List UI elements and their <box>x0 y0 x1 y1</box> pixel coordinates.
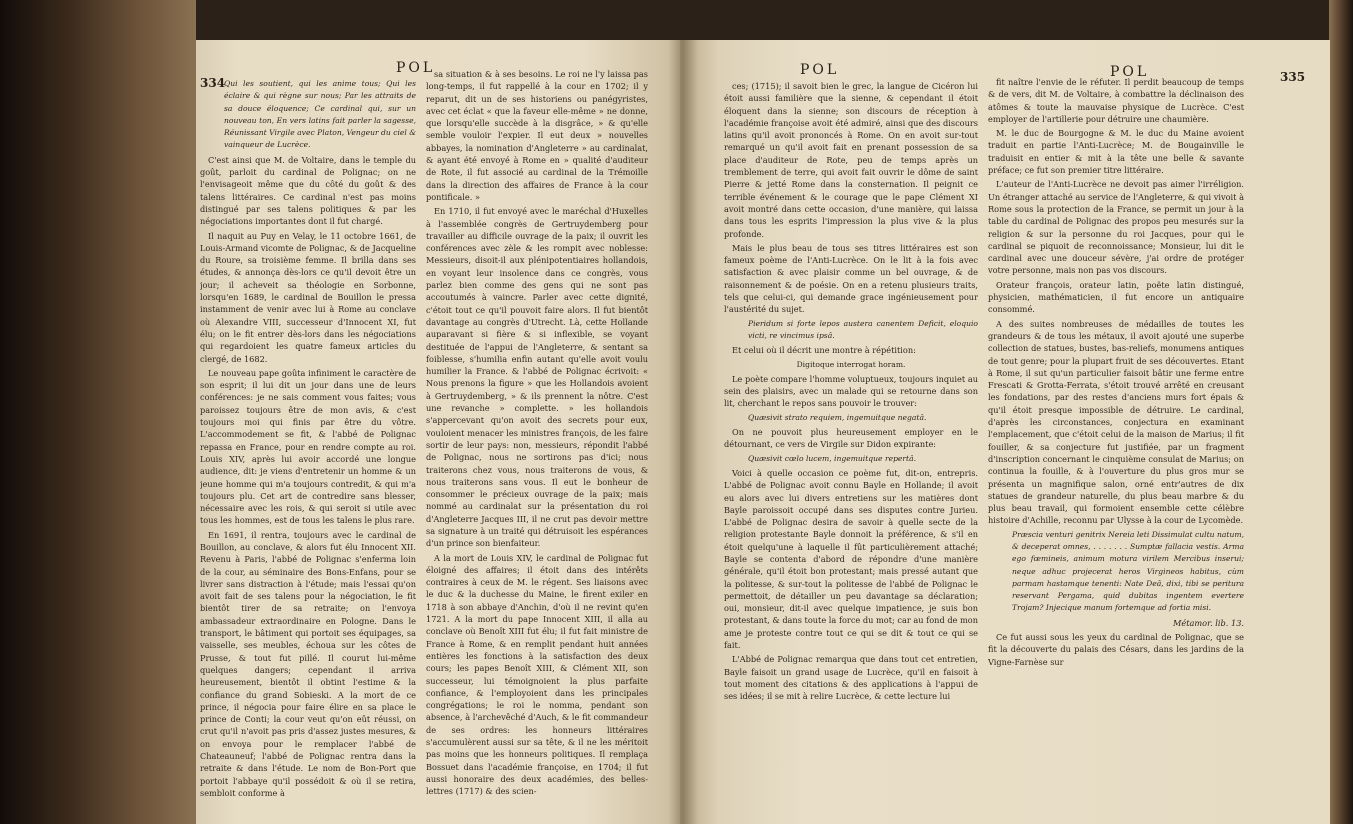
paragraph: sa situation & à ses besoins. Le roi ne l'y laissa pas long-temps, il fut rappellé à la cour en 1702; il y reparut, dit un de ses historiens ou panégyristes, avec cet éclat « que la faveur elle-même » ne donne, que lorsqu'elle succède à la disgrâce, » & qu'elle semble vouloir l'expier. Il eut deux » nouvelles abbayes, la nomination d'Angleterre » au cardinalat, & ayant été envoyé à Rome en » qualité d'auditeur de Rote, il fut associé au cardinal de la Trémoille dans la direction des affaires de France à la cour pontificale. » <box>426 69 648 202</box>
paragraph: C'est ainsi que M. de Voltaire, dans le temple du goût, parloit du cardinal de Polignac; on ne l'envisageoit même que du côté du goût & des talens littéraires. Ce cardinal n'est pas moins distingué par ses talens politiques & par les négociations importantes dont il fut chargé. <box>200 154 416 227</box>
paragraph: Il naquit au Puy en Velay, le 11 octobre 1661, de Louis-Armand vicomte de Polignac, & de Jacqueline du Roure, sa troisième femme. Il brilla dans ses études, & annonça dès-lors ce qu'il devoit être un jour; il acheveit sa théologie en Sorbonne, lorsqu'en 1689, le cardinal de Bouillon le pressa instamment de venir avec lui à Rome au conclave où Alexandre VIII, successeur d'Innocent XI, fut élu; on le fit entrer dès-lors dans les négociations qui regardoient les quatre fameux articles du clergé, de 1682. <box>200 230 416 364</box>
left-running-head: POL <box>396 60 436 76</box>
paragraph: ces; (1715); il savoit bien le grec, la langue de Cicéron lui étoit aussi familière que la sienne, & cependant il étoit éloquent dans la sienne; son discours de réception à l'académie françoise avoit été admiré, ainsi que des discours latins qu'il avoit prononcés à Rome. On en avoit sur-tout remarqué un qu'il avoit fait en prenant possession de sa place d'auditeur de Rote, peu de temps après un tremblement de terre, qui avoit fait ouvrir le dôme de saint Pierre & jetté Rome dans la consternation. Il peignit ce terrible événement & le courage que le pape Clément XI avoit montré dans cette occasion, d'une manière, qui laissa dans tous les esprits l'impression la plus vive & la plus profonde. <box>724 81 978 239</box>
right-page-number: 335 <box>1280 70 1306 84</box>
right-page-edges <box>1329 0 1353 824</box>
verse-quote: Qui les soutient, qui les anime tous; Qui les éclaire & qui règne sur nous; Par les attraits de sa douce éloquence; Ce cardinal qui, sur un nouveau ton, En vers latins fait parler la sagesse, Réunissant Virgile avec Platon, Vengeur du ciel & vainqueur de Lucrèce. <box>224 79 416 150</box>
verse-quote: Quæsivit cœlo lucem, ingemuitque repertâ. <box>748 453 917 463</box>
paragraph: Et celui où il décrit une montre à répétition: <box>732 345 916 356</box>
left-page-edges <box>0 0 196 824</box>
paragraph: Orateur françois, orateur latin, poëte latin distingué, physicien, mathématicien, il fut encore un antiquaire consommé. <box>988 279 1244 315</box>
verse-quote: Quæsivit strato requiem, ingemuitque negatâ. <box>748 412 927 422</box>
paragraph: Métamor. lib. 13. <box>1172 617 1244 628</box>
paragraph: En 1710, il fut envoyé avec le maréchal d'Huxelles à l'assemblée congrès de Gertruydemberg pour travailler au difficile ouvrage de la paix; il ouvrit les conférences avec zèle & les rompit avec noblesse: Messieurs, disoit-il aux plénipotentiaires hollandois, en voyant leur insolence dans ce congrès, vous parlez bien comme des gens qui ne sont pas accoutumés à vaincre. Parler avec cette dignité, c'étoit tout ce qu'il pouvoit faire alors. Il fut bientôt davantage au congrès d'Utrecht. Là, cette Hollande auparavant si fière & si inflexible, se voyant destituée de l'appui de l'Angleterre, & sentant sa foiblesse, s'humilia enfin autant qu'elle avoit voulu humilier la France. & l'abbé de Polignac écrivoit: « Nous prenons la figure » que les Hollandois avoient à Gertruydemberg, » & ils prennent la nôtre. C'est une revanche » complette. » les hollandois s'appercevant qu'on avoit des secrets pour eux, vouloient menacer les ministres françois, de les faire sortir de leur pays: non, messieurs, répondit l'abbé de Polignac, nous ne sortirons pas d'ici; nous traiterons chez vous, nous traiterons de vous, & nous traiterons sans vous. Il eut le bonheur de consommer le précieux ouvrage de la paix; mais nommé au cardinalat sur la présentation du roi d'Angleterre Jacques III, il ne crut pas devoir mettre sa signature à un traité qui détruisoit les espérances d'un prince son bienfaiteur. <box>426 206 648 549</box>
paragraph: Le nouveau pape goûta infiniment le caractère de son esprit; il lui dit un jour dans une de leurs conférences: je ne sais comment vous faites; vous paroissez toujours être de mon avis, & c'est toujours moi qui finis par être du vôtre. L'accommodement se fit, & l'abbé de Polignac repassa en France, pour en rendre compte au roi. Louis XIV, après lui avoir accordé une longue audience, dit: je viens d'entretenir un homme & un jeune homme qui m'a toujours contredit, & qui m'a toujours plu. Cet art de contredire sans blesser, nécessaire avec les rois, & qui seroit si utile avec tous les hommes, est de tous les talens le plus rare. <box>200 367 416 526</box>
paragraph: fit naître l'envie de le réfuter. Il perdit beaucoup de temps & de vers, dit M. de Voltaire, à combattre la déclinaison des atômes & toute la mauvaise physique de Lucrèce. C'est employer de l'artillerie pour détruire une chaumière. <box>988 77 1244 124</box>
paragraph: Digitoque interrogat horam. <box>796 359 906 369</box>
verse-quote: Præscia venturi genitrix Nereia leti Dissimulat cultu natum, & deceperat omnes, . . . . . . . Sumptæ fallacia vestis. Arma ego fœmineis, animum motura virilem Mercibus inserui; neque adhuc projecerat heros Virgineos habitus, cùm parmam hastamque tenenti: Nate Deâ, dixi, tibi se peritura reservant Pergama, quid dubitas ingentem evertere Trojam? Injecique manum fortemque ad fortia misi. <box>1012 529 1244 613</box>
paragraph: Voici à quelle occasion ce poème fut, dit-on, entrepris. L'abbé de Polignac avoit connu Bayle en Hollande; il avoit eu alors avec lui divers entretiens sur les matières dont Bayle paroissoit occupé dans ses disputes contre Jurieu. L'abbé de Polignac desira de savoir à quelle secte de la religion protestante Bayle donnoit la préférence, & s'il en étoit quelqu'une à laquelle il fût particulièrement attaché; Bayle se contenta d'abord de répondre d'une manière générale, qu'il étoit bon protestant; mais pressé autant que la politesse, & sur-tout la politesse de l'abbé de Polignac le permettoit, de détailler un peu davantage sa déclaration; oui, monsieur, dit-il avec quelque impatience, je suis bon protestant, & dans toute la force du mot; car au fond de mon ame je proteste contre tout ce qui se dit & tout ce qui se fait. <box>724 467 978 651</box>
right-column-1 <box>724 80 978 820</box>
paragraph: Ce fut aussi sous les yeux du cardinal de Polignac, que se fit la découverte du palais des Césars, dans les jardins de la Vigne-Farnèse sur <box>988 632 1244 667</box>
left-page-number: 334 <box>200 76 226 90</box>
left-page <box>196 40 680 824</box>
paragraph: L'auteur de l'Anti-Lucrèce ne devoit pas aimer l'irréligion. Un étranger attaché au service de l'Angleterre, & qui vivoit à Rome sous la protection de la France, se permit un jour à la table du cardinal de Polignac des propos peu mesurés sur la religion & sur la personne du roi Jacques, pour qui le cardinal se piquoit de reconnoissance; Monsieur, lui dit le cardinal avec une douceur sévère, j'ai ordre de protéger votre personne, mais non pas vos discours. <box>988 179 1244 276</box>
paragraph: En 1691, il rentra, toujours avec le cardinal de Bouillon, au conclave, & alors fut élu Innocent XII. Revenu à Paris, l'abbé de Polignac s'enferma loin de la cour, au séminaire des Bons-Enfans, pour se livrer sans distraction à l'étude; mais l'essai qu'on avoit fait de ses talens pour la négociation, le fit bientôt tirer de sa retraite; on l'envoya ambassadeur extraordinaire en Pologne. Dans le transport, le bâtiment qui portoit ses équipages, sa vaisselle, ses meubles, échoua sur les côtes de Prusse, & tout fut pillé. Il courut lui-même quelques dangers; cependant il arriva heureusement, bientôt il obtint l'estime & la confiance du grand Sobieski. A la mort de ce prince, il négocia pour faire élire en sa place le prince de Conti; la cour veut qu'on eût réussi, on crut qu'il n'avoit pas pris d'assez justes mesures, & on envoya pour le remplacer l'abbé de Chateauneuf; l'abbé de Polignac rentra dans la retraite & dans l'étude. Le nom de Bon-Port que portoit l'abbaye qu'il possédoit & où il se retira, sembloit conforme à <box>200 529 416 798</box>
right-column-2 <box>988 76 1244 820</box>
right-running-head-2: POL <box>1110 64 1150 80</box>
right-page <box>680 40 1330 824</box>
paragraph: A des suites nombreuses de médailles de toutes les grandeurs & de tous les métaux, il avoit ajouté une superbe collection de statues, bustes, bas-reliefs, monumens antiques de tout genre; pour la plupart fruit de ses découvertes. Etant à Rome, il sut qu'un particulier faisoit bâtir une ferme entre Frescati & Grotta-Ferrata, s'étoit trouvé arrêté en creusant les fondations, par des restes d'anciens murs fort épais & qu'il étoit presque impossible de détruire. Le cardinal, d'après les circonstances, conjectura en examinant l'emplacement, que c'étoit celui de la maison de Marius; il fit fouiller, & sa conjecture fut justifiée, par un fragment d'inscription concernant le cinquième consulat de Marius; on continua la fouille, & à l'ouverture du plus gros mur se présenta un magnifique salon, orné entr'autres de dix statues de grandeur naturelle, du plus beau marbre & du plus beau travail, qui formoient ensemble cette célèbre histoire d'Achille, reconnu par Ulysse à la cour de Lycomède. <box>988 318 1244 526</box>
left-column-2 <box>426 68 648 818</box>
paragraph: Mais le plus beau de tous ses titres littéraires est son fameux poème de l'Anti-Lucrèce. On le lit à la fois avec satisfaction & avec plaisir comme un bel ouvrage, & de raisonnement & de poésie. On en a retenu plusieurs traits, tels que celui-ci, qui demande grace ingénieusement pour l'austérité du sujet. <box>724 242 978 315</box>
book-gutter <box>668 40 698 824</box>
paragraph: A la mort de Louis XIV, le cardinal de Polignac fut éloigné des affaires; il étoit dans des intérêts contraires à ceux de M. le régent. Ses liaisons avec le duc & la duchesse du Maine, le firent exiler en 1718 à son abbaye d'Anchin, d'où il ne revint qu'en 1721. A la mort du pape Innocent XIII, il alla au conclave où Benoît XIII fut élu; il fut fait ministre de France à Rome, & en remplit pendant huit années entières les fonctions à la satisfaction des deux cours; les papes Benoît XIII, & Clément XII, son successeur, lui témoignoient la plus parfaite confiance, & l'employoient dans les principales congrégations; le roi le nomma, pendant son absence, à l'archevêché d'Auch, & le fit commandeur de ses ordres: les honneurs littéraires s'accumulèrent aussi sur sa tête, & il ne les méritoit pas moins que les honneurs politiques. Il remplaça Bossuet dans l'académie françoise, en 1704; il fut aussi honoraire des deux académies, des belles-lettres (1717) & des scien- <box>426 552 648 797</box>
paragraph: L'Abbé de Polignac remarqua que dans tout cet entretien, Bayle faisoit un grand usage de Lucrèce, qu'il en faisoit à tout moment des citations & des applications à l'appui de ses idées; il se mit à relire Lucrèce, & cette lecture lui <box>724 654 978 702</box>
paragraph: Le poète compare l'homme voluptueux, toujours inquiet au sein des plaisirs, avec un malade qui se retourne dans son lit, cherchant le repos sans pouvoir le trouver: <box>724 373 978 409</box>
right-running-head-1: POL <box>800 62 840 78</box>
paragraph: M. le duc de Bourgogne & M. le duc du Maine avoient traduit en partie l'Anti-Lucrèce; M. de Bougainville le traduisit en entier & mit à la tête une belle & savante préface; ce fut son premier titre littéraire. <box>988 128 1244 176</box>
paragraph: On ne pouvoit plus heureusement employer en le détournant, ce vers de Virgile sur Didon expirante: <box>724 427 978 450</box>
left-column-1 <box>200 78 416 818</box>
verse-quote: Pieridum si forte lepos austera canentem Deficit, eloquio victi, re vincimus ipsâ. <box>748 318 978 340</box>
